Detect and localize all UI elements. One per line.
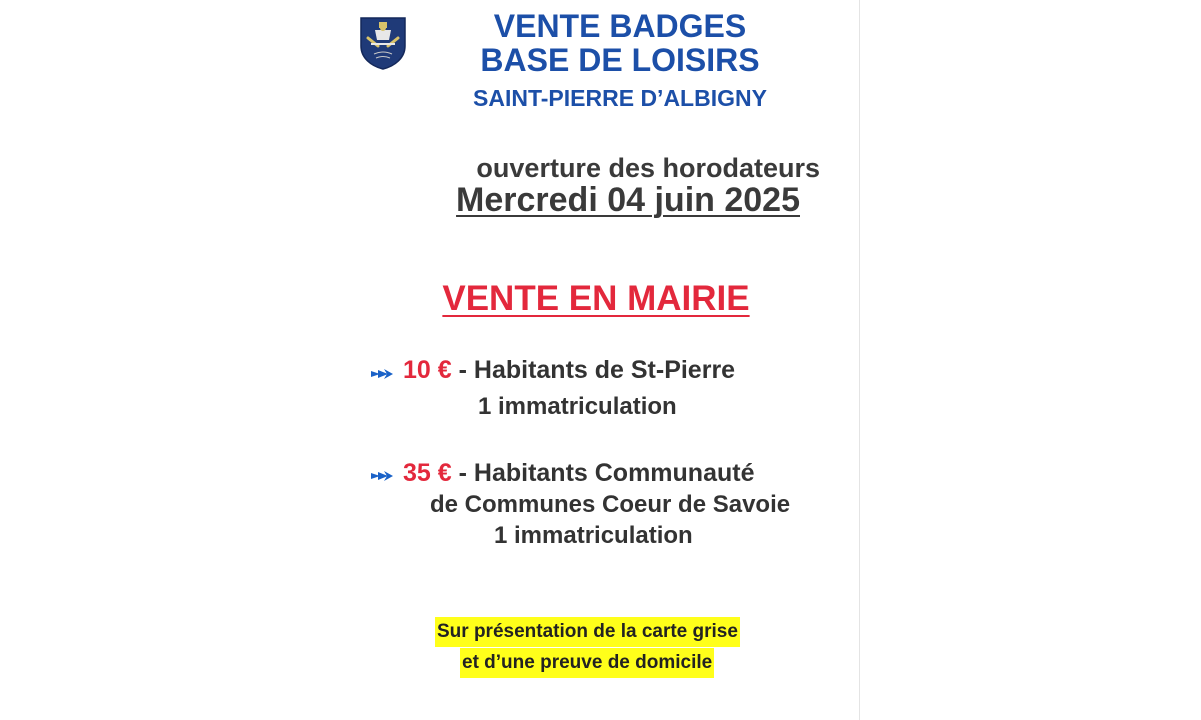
sheet-edge-divider <box>859 0 860 720</box>
town-name: SAINT-PIERRE D’ALBIGNY <box>473 85 767 111</box>
requirement-note-line-2: et d’une preuve de domicile <box>460 648 714 678</box>
offer-2-description: - Habitants Communauté <box>458 459 755 487</box>
opening-date <box>380 180 800 220</box>
offer-1-line-1 <box>403 355 735 385</box>
double-arrow-icon <box>370 469 394 483</box>
title-line-1: VENTE BADGES <box>493 8 747 44</box>
offer-2-line-2: de Communes Coeur de Savoie <box>430 491 791 518</box>
offer-1-price: 10 € <box>403 356 452 384</box>
sale-heading-text: VENTE EN MAIRIE <box>442 279 750 318</box>
municipal-crest-icon <box>359 16 407 70</box>
double-arrow-icon <box>370 367 394 381</box>
offer-2-price: 35 € <box>403 459 452 487</box>
offer-1-line-2: 1 immatriculation <box>478 393 677 420</box>
requirement-note-line-1: Sur présentation de la carte grise <box>435 617 740 647</box>
offer-2-line-1 <box>403 458 754 488</box>
offer-2-line-3: 1 immatriculation <box>494 522 693 549</box>
title-line-2: BASE DE LOISIRS <box>480 42 760 78</box>
opening-label: ouverture des horodateurs <box>476 153 820 183</box>
opening-date-text: Mercredi 04 juin 2025 <box>456 181 800 219</box>
sale-heading <box>396 278 796 320</box>
offer-1-description: - Habitants de St-Pierre <box>458 356 736 384</box>
